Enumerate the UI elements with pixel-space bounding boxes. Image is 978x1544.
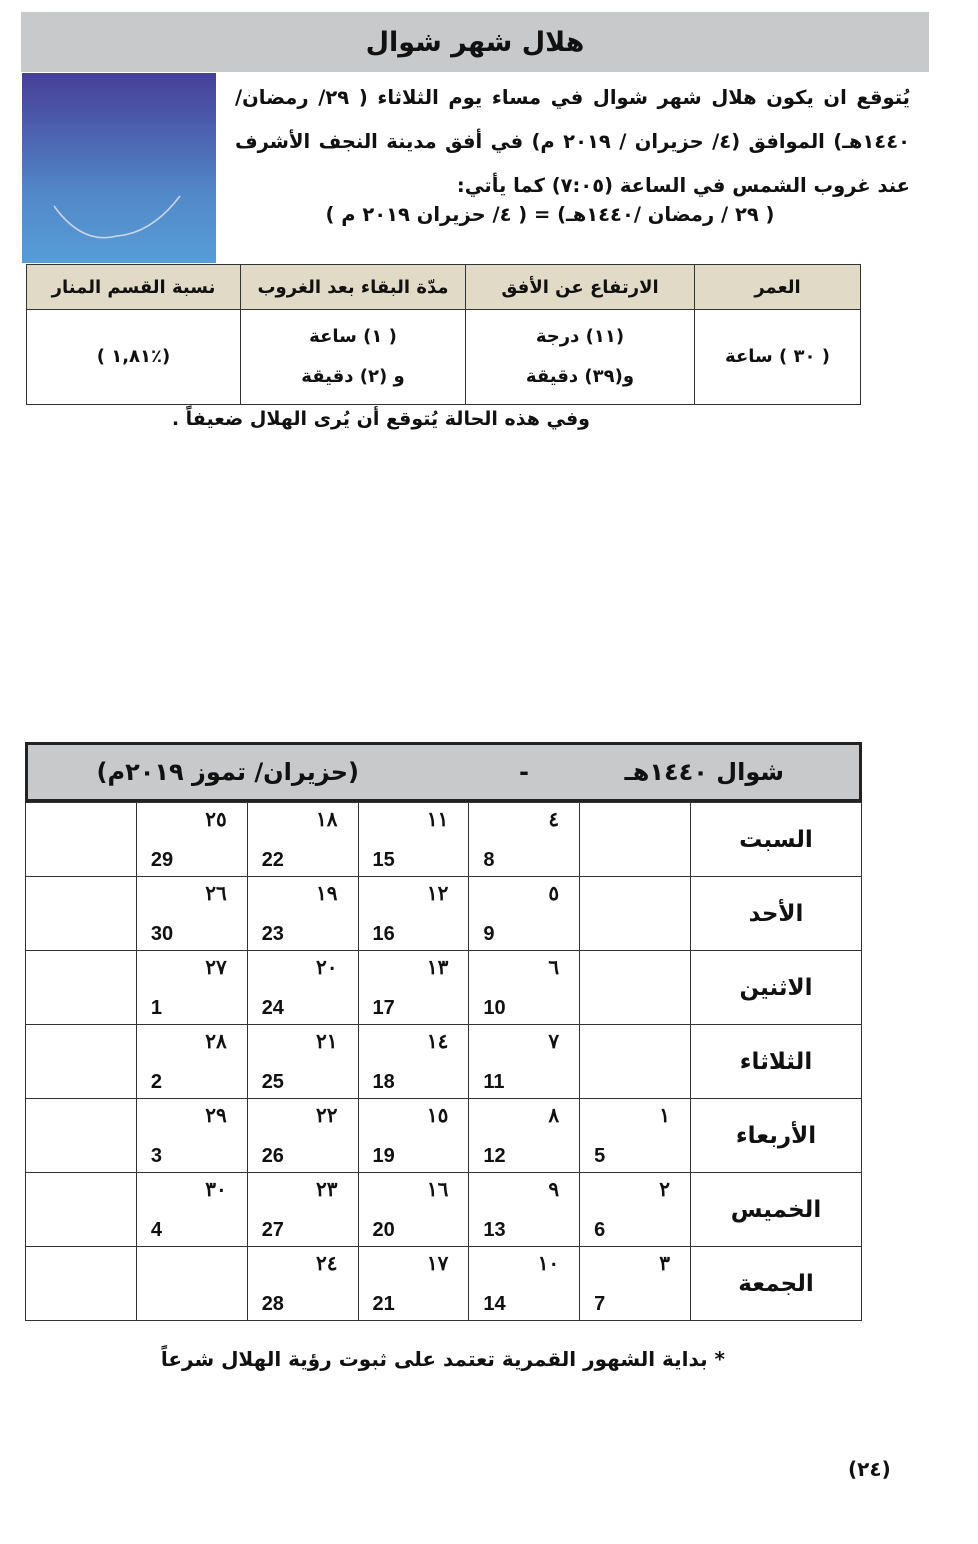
hijri-date: ١٩ xyxy=(316,881,338,905)
hijri-date: ٣ xyxy=(659,1251,670,1275)
calendar-day-cell xyxy=(358,877,469,951)
header-age: العمر xyxy=(695,265,861,310)
calendar-day-cell xyxy=(580,877,691,951)
calendar-day-cell xyxy=(247,951,358,1025)
hijri-date: ٢٦ xyxy=(205,881,227,905)
calendar-day-cell xyxy=(469,877,580,951)
calendar xyxy=(25,742,862,1321)
gregorian-date: 10 xyxy=(483,997,506,1019)
duration-minutes: و (٢) دقيقة xyxy=(301,366,405,387)
calendar-day-cell xyxy=(136,951,247,1025)
calendar-day-cell xyxy=(580,1099,691,1173)
gregorian-date: 8 xyxy=(483,849,495,871)
gregorian-date: 7 xyxy=(594,1293,606,1315)
hijri-date: ٢٨ xyxy=(205,1029,227,1053)
calendar-header xyxy=(25,742,862,802)
calendar-day-cell xyxy=(136,1173,247,1247)
calendar-row xyxy=(26,1099,862,1173)
gregorian-date: 2 xyxy=(150,1071,162,1093)
calendar-day-cell xyxy=(136,1099,247,1173)
hijri-date: ١ xyxy=(659,1103,670,1127)
gregorian-months-label: (حزيران/ تموز ٢٠١٩م) xyxy=(96,758,359,786)
gregorian-date: 25 xyxy=(261,1071,284,1093)
calendar-row xyxy=(26,1247,862,1321)
gregorian-date: 3 xyxy=(150,1145,162,1167)
gregorian-date: 4 xyxy=(150,1219,162,1241)
calendar-day-cell xyxy=(26,951,137,1025)
hijri-date: ٢٤ xyxy=(316,1251,338,1275)
hijri-date: ١٢ xyxy=(426,881,449,905)
day-name: الخميس xyxy=(691,1173,862,1247)
calendar-day-cell xyxy=(469,1099,580,1173)
visibility-note: وفي هذه الحالة يُتوقع أن يُرى الهلال ضعيفاً . xyxy=(171,408,590,430)
calendar-day-cell xyxy=(136,877,247,951)
header-separator: - xyxy=(519,758,529,786)
hijri-date: ٩ xyxy=(548,1177,560,1201)
gregorian-date: 16 xyxy=(372,923,395,945)
calendar-day-cell xyxy=(26,1025,137,1099)
hijri-date: ٧ xyxy=(548,1029,560,1053)
gregorian-date: 27 xyxy=(261,1219,284,1241)
calendar-day-cell xyxy=(247,803,358,877)
header-illumination: نسبة القسم المنار xyxy=(27,265,241,310)
hijri-date: ٢٠ xyxy=(316,955,338,979)
hijri-date: ٢١ xyxy=(316,1029,338,1053)
hijri-date: ٤ xyxy=(548,807,560,831)
calendar-day-cell xyxy=(580,951,691,1025)
hijri-date: ٢٣ xyxy=(316,1177,338,1201)
gregorian-date: 11 xyxy=(483,1071,505,1093)
gregorian-date: 20 xyxy=(372,1219,395,1241)
page-title-banner xyxy=(21,12,929,72)
altitude-degrees: (١١) درجة xyxy=(535,326,625,347)
cell-illumination: (٪١,٨١ ) xyxy=(27,310,241,405)
calendar-day-cell xyxy=(358,1025,469,1099)
hijri-date: ٢٥ xyxy=(205,807,227,831)
calendar-day-cell xyxy=(469,1247,580,1321)
calendar-day-cell xyxy=(469,1025,580,1099)
hijri-date: ١٦ xyxy=(426,1177,449,1201)
day-name: الاثنين xyxy=(691,951,862,1025)
calendar-day-cell xyxy=(580,1247,691,1321)
calendar-day-cell xyxy=(26,1173,137,1247)
calendar-day-cell xyxy=(469,1173,580,1247)
hijri-date: ٢٩ xyxy=(205,1103,227,1127)
calendar-day-cell xyxy=(26,803,137,877)
hijri-date: ٢٢ xyxy=(316,1103,338,1127)
calendar-day-cell xyxy=(358,951,469,1025)
calendar-day-cell xyxy=(580,1025,691,1099)
calendar-row xyxy=(26,1173,862,1247)
day-name: الأحد xyxy=(691,877,862,951)
table-row xyxy=(27,310,861,405)
hijri-date: ١٨ xyxy=(316,807,338,831)
calendar-day-cell xyxy=(247,1173,358,1247)
hijri-date: ١٥ xyxy=(426,1103,449,1127)
gregorian-date: 29 xyxy=(150,849,174,871)
calendar-row xyxy=(26,803,862,877)
calendar-day-cell xyxy=(136,1247,247,1321)
table-header-row xyxy=(27,265,861,310)
gregorian-date: 23 xyxy=(261,923,284,945)
calendar-day-cell xyxy=(580,803,691,877)
hijri-date: ٦ xyxy=(548,955,560,979)
day-name: السبت xyxy=(691,803,862,877)
day-name: الثلاثاء xyxy=(691,1025,862,1099)
date-equation: ( ٢٩ / رمضان /١٤٤٠هـ) = ( ٤/ حزيران ٢٠١٩ م ) xyxy=(325,203,775,226)
gregorian-date: 14 xyxy=(483,1293,506,1315)
header-duration: مدّة البقاء بعد الغروب xyxy=(241,265,466,310)
gregorian-date: 15 xyxy=(372,849,395,871)
calendar-day-cell xyxy=(136,803,247,877)
hijri-date: ١١ xyxy=(426,807,449,831)
gregorian-date: 21 xyxy=(372,1293,395,1315)
gregorian-date: 30 xyxy=(150,923,174,945)
hijri-date: ٨ xyxy=(548,1103,560,1127)
day-name: الجمعة xyxy=(691,1247,862,1321)
calendar-grid xyxy=(25,802,862,1321)
calendar-day-cell xyxy=(247,877,358,951)
moon-data-table xyxy=(26,264,861,405)
page-title: هلال شهر شوال xyxy=(365,26,585,58)
calendar-row xyxy=(26,877,862,951)
calendar-day-cell xyxy=(580,1173,691,1247)
gregorian-date: 6 xyxy=(594,1219,606,1241)
calendar-day-cell xyxy=(469,951,580,1025)
cell-altitude xyxy=(466,310,695,405)
calendar-day-cell xyxy=(136,1025,247,1099)
gregorian-date: 17 xyxy=(372,997,395,1019)
page-number: (٢٤) xyxy=(848,1457,891,1481)
calendar-row xyxy=(26,1025,862,1099)
calendar-day-cell xyxy=(26,1247,137,1321)
gregorian-date: 28 xyxy=(261,1293,284,1315)
calendar-day-cell xyxy=(26,877,137,951)
calendar-day-cell xyxy=(358,1247,469,1321)
gregorian-date: 26 xyxy=(261,1145,284,1167)
hijri-date: ١٠ xyxy=(537,1251,560,1275)
hijri-date: ١٣ xyxy=(426,955,449,979)
footnote: * بداية الشهور القمرية تعتمد على ثبوت رؤية الهلال شرعاً xyxy=(160,1347,725,1371)
day-name: الأربعاء xyxy=(691,1099,862,1173)
crescent-moon-image xyxy=(22,73,216,263)
calendar-day-cell xyxy=(358,1099,469,1173)
calendar-day-cell xyxy=(358,803,469,877)
calendar-day-cell xyxy=(469,803,580,877)
gregorian-date: 5 xyxy=(594,1145,606,1167)
hijri-date: ١٧ xyxy=(426,1251,449,1275)
gregorian-date: 13 xyxy=(483,1219,506,1241)
gregorian-date: 18 xyxy=(372,1071,395,1093)
hijri-date: ٢ xyxy=(659,1177,670,1201)
header-altitude: الارتفاع عن الأفق xyxy=(466,265,695,310)
gregorian-date: 19 xyxy=(372,1145,395,1167)
duration-hours: ( ١) ساعة xyxy=(309,326,397,347)
cell-duration xyxy=(241,310,466,405)
calendar-day-cell xyxy=(247,1247,358,1321)
gregorian-date: 22 xyxy=(261,849,284,871)
calendar-day-cell xyxy=(247,1025,358,1099)
gregorian-date: 24 xyxy=(261,997,284,1019)
calendar-day-cell xyxy=(358,1173,469,1247)
hijri-month-label: شوال ١٤٤٠هـ xyxy=(624,758,784,786)
crescent-moon-icon xyxy=(22,73,216,263)
cell-age: ( ٣٠ ) ساعة xyxy=(695,310,861,405)
gregorian-date: 12 xyxy=(483,1145,506,1167)
calendar-day-cell xyxy=(26,1099,137,1173)
calendar-row xyxy=(26,951,862,1025)
hijri-date: ٥ xyxy=(548,881,560,905)
calendar-day-cell xyxy=(247,1099,358,1173)
altitude-minutes: و(٣٩) دقيقة xyxy=(525,366,635,387)
gregorian-date: 9 xyxy=(483,923,495,945)
gregorian-date: 1 xyxy=(150,997,162,1019)
hijri-date: ٣٠ xyxy=(205,1177,227,1201)
hijri-date: ٢٧ xyxy=(205,955,227,979)
hijri-date: ١٤ xyxy=(426,1029,449,1053)
intro-paragraph: يُتوقع ان يكون هلال شهر شوال في مساء يوم الثلاثاء ( ٢٩/ رمضان/١٤٤٠هـ) الموافق (٤/ حزيران / ٢٠١٩ م) في أفق مدينة النجف الأشرف عند غروب الشمس في الساعة (٧:٠٥) كما يأتي: xyxy=(235,86,911,197)
